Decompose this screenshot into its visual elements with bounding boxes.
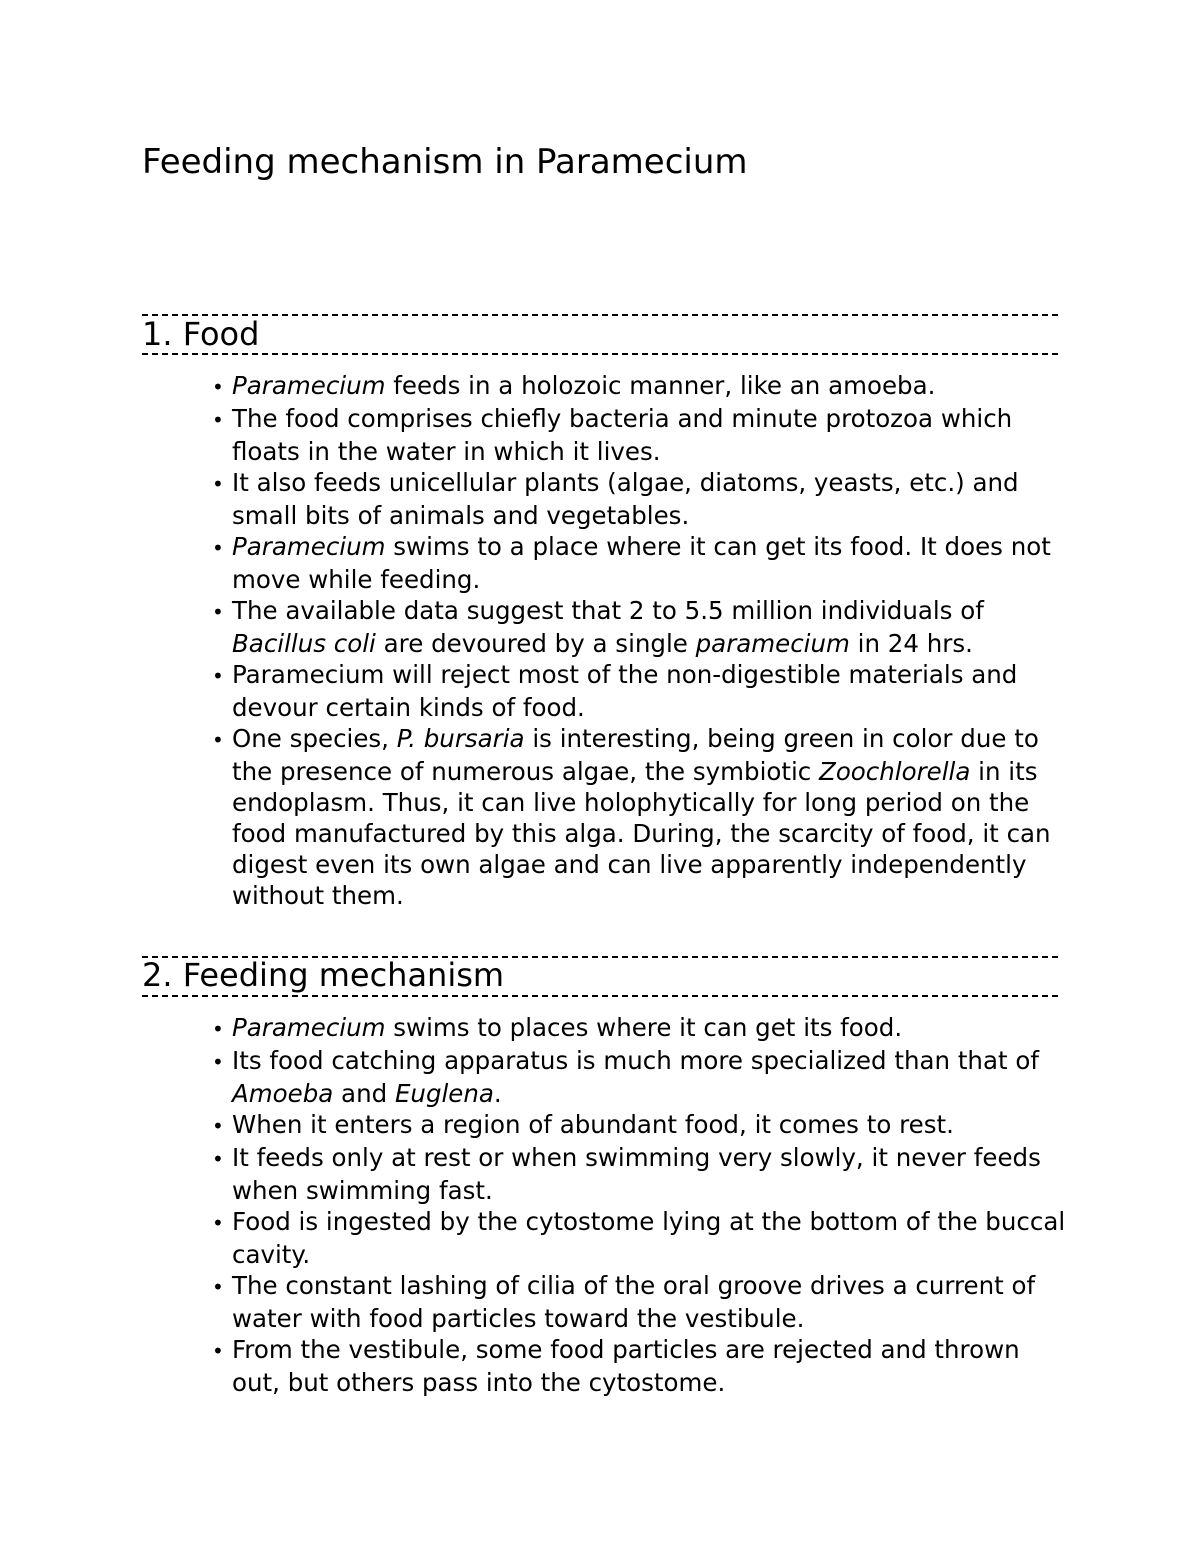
list-item: [196, 1142, 1066, 1206]
section-divider: [142, 995, 1058, 997]
section-divider: [142, 353, 1058, 355]
italic-term: Bacillus coli: [232, 629, 376, 658]
bullet-icon: •: [212, 1339, 224, 1363]
list-item: [196, 403, 1066, 467]
bullet-icon: •: [212, 728, 224, 752]
page-title: Feeding mechanism in Paramecium: [142, 142, 748, 182]
italic-term: Amoeba: [232, 1079, 334, 1108]
italic-term: Paramecium: [232, 371, 386, 400]
bullet-icon: •: [212, 1017, 224, 1041]
text-run: One species,: [232, 724, 397, 753]
text-run: .: [493, 1079, 502, 1108]
section-heading-feeding-mechanism: 2. Feeding mechanism: [142, 956, 505, 994]
italic-term: Euglena: [394, 1079, 494, 1108]
text-run: From the vestibule, some food particles are rejected and thrown out, but others pass into the cytostome.: [232, 1335, 1020, 1397]
text-run: swims to places where it can get its food.: [385, 1013, 903, 1042]
text-run: Paramecium will reject most of the non-digestible materials and devour certain kinds of food.: [232, 660, 1018, 722]
food-bullet-list: [196, 370, 1066, 911]
section-heading-food: 1. Food: [142, 315, 260, 353]
bullet-icon: •: [212, 1114, 224, 1138]
list-item: [196, 1045, 1066, 1109]
text-run: Food is ingested by the cytostome lying at the bottom of the buccal cavity.: [232, 1207, 1066, 1269]
list-item: [196, 1012, 1066, 1045]
list-item: [196, 1109, 1066, 1142]
italic-term: P. bursaria: [396, 724, 525, 753]
list-item: [196, 1334, 1066, 1398]
list-item: [196, 595, 1066, 659]
text-run: The constant lashing of cilia of the oral groove drives a current of water with food particles toward the vestibule.: [232, 1271, 1036, 1333]
bullet-icon: •: [212, 664, 224, 688]
bullet-icon: •: [212, 375, 224, 399]
list-item: [196, 659, 1066, 723]
bullet-icon: •: [212, 1050, 224, 1074]
feeding-mechanism-bullet-list: [196, 1012, 1066, 1398]
italic-term: paramecium: [695, 629, 850, 658]
list-item: [196, 467, 1066, 531]
text-run: in its endoplasm. Thus, it can live holophytically for long period on the food manufactured by this alga. During, the scarcity of food, it can digest even its own algae and can live apparently independently without them.: [232, 757, 1051, 910]
list-item: [196, 531, 1066, 595]
list-item: [196, 370, 1066, 403]
text-run: are devoured by a single: [375, 629, 696, 658]
text-run: It also feeds unicellular plants (algae, diatoms, yeasts, etc.) and small bits of animals and vegetables.: [232, 468, 1019, 530]
text-run: in 24 hrs.: [849, 629, 973, 658]
list-item: [196, 1206, 1066, 1270]
bullet-icon: •: [212, 1211, 224, 1235]
text-run: The available data suggest that 2 to 5.5 million individuals of: [232, 596, 984, 625]
bullet-icon: •: [212, 408, 224, 432]
italic-term: Paramecium: [232, 532, 386, 561]
text-run: When it enters a region of abundant food, it comes to rest.: [232, 1110, 954, 1139]
text-run: and: [333, 1079, 395, 1108]
bullet-icon: •: [212, 600, 224, 624]
section-divider: [142, 314, 1058, 316]
list-item: [196, 723, 1066, 911]
bullet-icon: •: [212, 1147, 224, 1171]
text-run: The food comprises chiefly bacteria and minute protozoa which floats in the water in which it lives.: [232, 404, 1013, 466]
bullet-icon: •: [212, 536, 224, 560]
text-run: is interesting, being green in color due to the presence of numerous algae, the symbiotic: [232, 724, 1039, 786]
text-run: Its food catching apparatus is much more specialized than that of: [232, 1046, 1039, 1075]
bullet-icon: •: [212, 1275, 224, 1299]
text-run: It feeds only at rest or when swimming very slowly, it never feeds when swimming fast.: [232, 1143, 1041, 1205]
bullet-icon: •: [212, 472, 224, 496]
text-run: feeds in a holozoic manner, like an amoeba.: [385, 371, 936, 400]
italic-term: Zoochlorella: [819, 757, 971, 786]
italic-term: Paramecium: [232, 1013, 386, 1042]
list-item: [196, 1270, 1066, 1334]
text-run: swims to a place where it can get its food. It does not move while feeding.: [232, 532, 1051, 594]
